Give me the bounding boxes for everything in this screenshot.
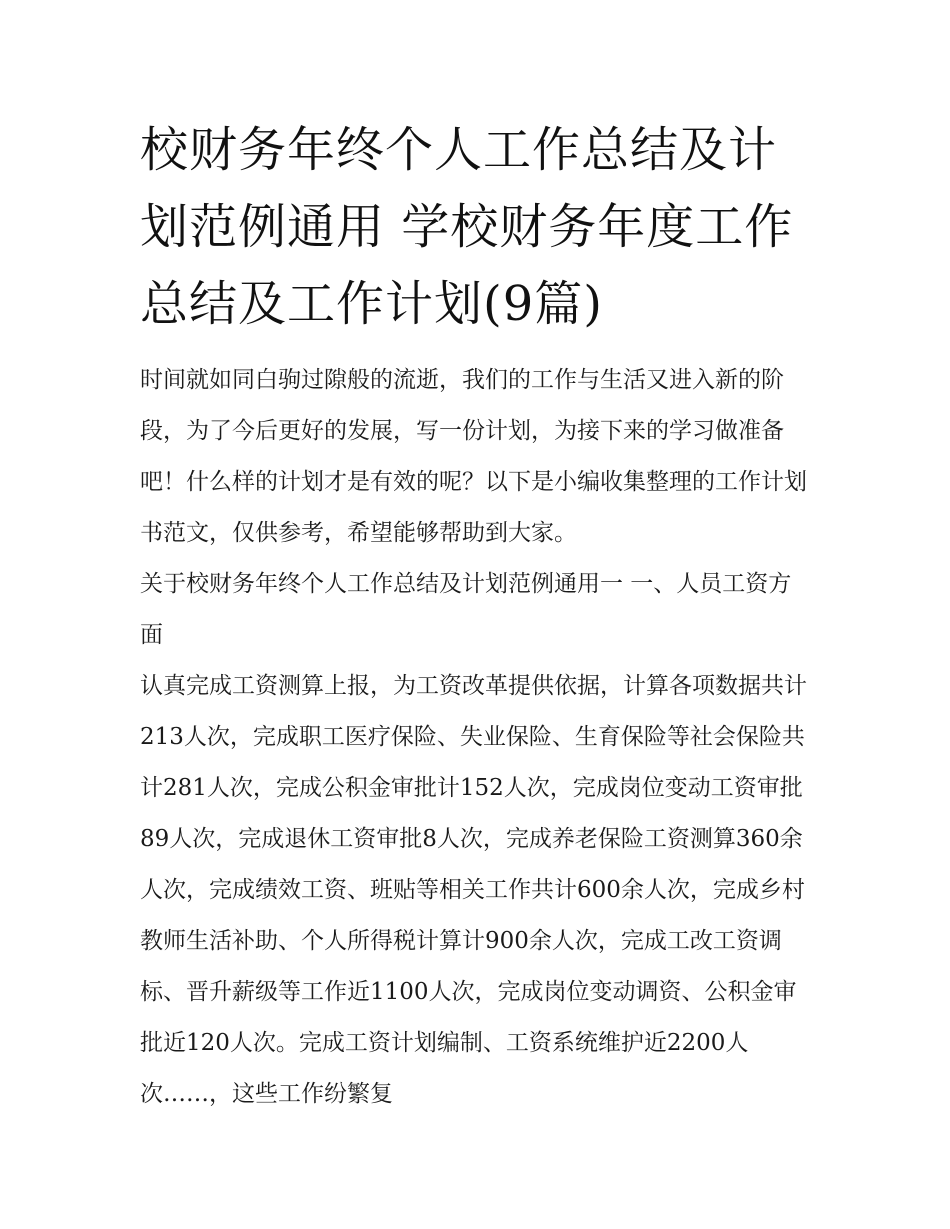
document-page <box>140 112 812 1120</box>
section-heading: 关于校财务年终个人工作总结及计划范例通用一 一、人员工资方面 <box>140 571 792 648</box>
intro-paragraph: 时间就如同白驹过隙般的流逝，我们的工作与生活又进入新的阶段，为了今后更好的发展，写一份计划，为接下来的学习做准备吧！什么样的计划才是有效的呢？以下是小编收集整理的工作计划书范文，仅供参考，希望能够帮助到大家。 <box>140 367 807 546</box>
title-spacer <box>140 343 812 355</box>
document-title: 校财务年终个人工作总结及计划范例通用 学校财务年度工作总结及工作计划(9篇) <box>140 122 794 332</box>
body-paragraph: 认真完成工资测算上报，为工资改革提供依据，计算各项数据共计213人次，完成职工医疗保险、失业保险、生育保险等社会保险共计281人次，完成公积金审批计152人次，完成岗位变动工资审批89人次，完成退休工资审批8人次，完成养老保险工资测算360余人次，完成绩效工资、班贴等相关工作共计600余人次，完成乡村教师生活补助、个人所得税计算计900余人次，完成工改工资调标、晋升薪级等工作近1100人次，完成岗位变动调资、公积金审批近120人次。完成工资计划编制、工资系统维护近2200人次……，这些工作纷繁复 <box>140 673 807 1107</box>
